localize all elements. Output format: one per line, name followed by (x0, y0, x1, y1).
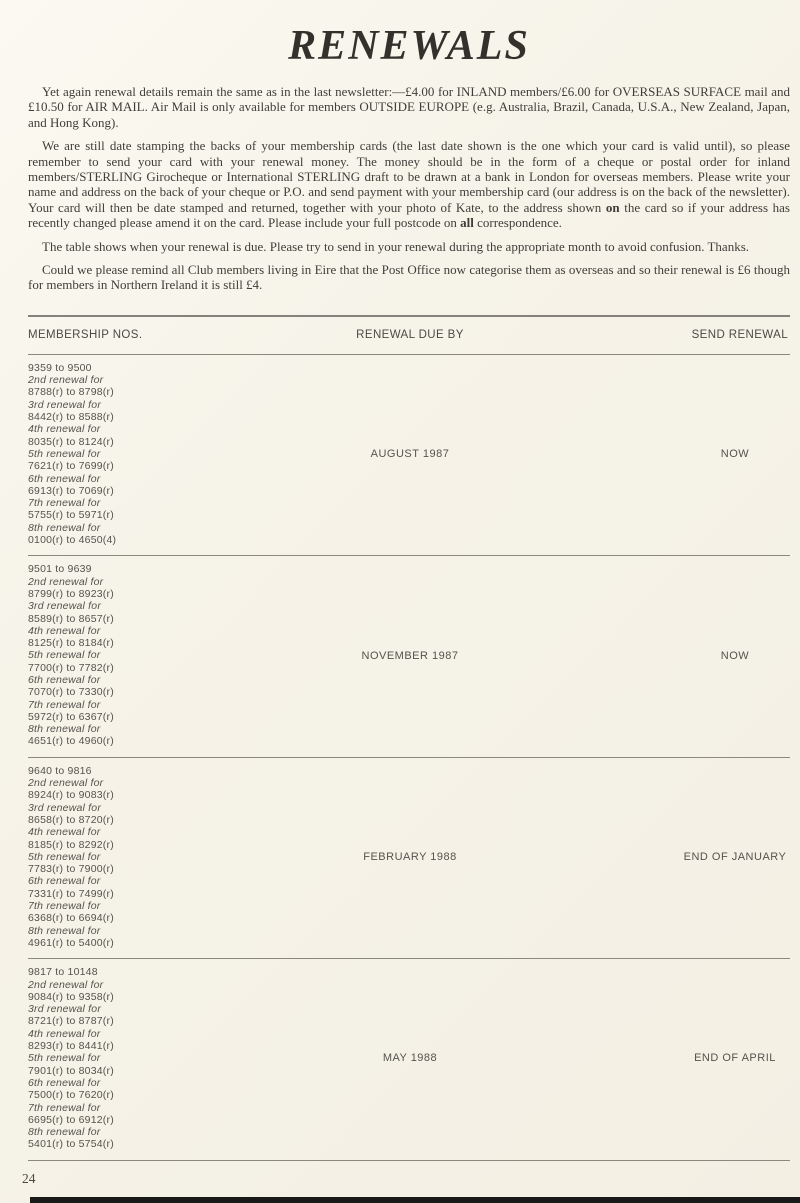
membership-line: 7th renewal for (28, 1101, 101, 1114)
membership-line: 8799(r) to 8923(r) (28, 587, 114, 600)
membership-line: 8924(r) to 9083(r) (28, 789, 114, 802)
membership-line: 8721(r) to 8787(r) (28, 1015, 114, 1028)
membership-lines (28, 765, 268, 949)
membership-line: 8658(r) to 8720(r) (28, 813, 114, 826)
membership-line: 6th renewal for (28, 674, 101, 686)
renewal-due-cell: MAY 1988 (382, 1052, 438, 1065)
membership-line: 7th renewal for (28, 698, 101, 711)
paragraph-renewal-rates (28, 84, 790, 130)
paragraph-date-stamping (28, 138, 790, 230)
membership-line: 6368(r) to 6694(r) (28, 912, 114, 925)
membership-line: 4th renewal for (28, 826, 101, 839)
membership-line: 8th renewal for (28, 723, 101, 736)
membership-line: 8th renewal for (28, 1126, 101, 1139)
page-title: RENEWALS (288, 23, 530, 69)
renewals-table (28, 315, 790, 1161)
renewal-due-cell: FEBRUARY 1988 (363, 851, 457, 863)
membership-line: 8442(r) to 8588(r) (28, 411, 114, 424)
membership-lines (28, 563, 268, 747)
membership-line: 7th renewal for (28, 900, 101, 913)
membership-line: 4961(r) to 5400(r) (28, 936, 114, 949)
table-header-row (28, 317, 790, 355)
table-row (28, 355, 790, 556)
paragraph-text: correspondence. (473, 215, 562, 231)
membership-line: 8293(r) to 8441(r) (28, 1040, 114, 1053)
membership-line: 9359 to 9500 (28, 361, 92, 374)
membership-line: 6th renewal for (28, 1076, 101, 1089)
membership-line: 7901(r) to 8034(r) (28, 1064, 114, 1077)
send-renewal-cell: NOW (720, 649, 750, 662)
membership-lines (28, 966, 268, 1150)
membership-line: 2nd renewal for (28, 575, 104, 588)
membership-line: 9084(r) to 9358(r) (28, 990, 114, 1003)
membership-line: 4th renewal for (28, 624, 101, 637)
paragraph-text: Yet again renewal details remain the same as in the last newsletter:—£4.00 for INLAND members/£6.00 for OVERSEAS SURFACE mail and £10.50 for AIR MAIL. Air Mail is only available for members OUTSIDE EUROPE (e.g. Australia, Brazil, Canada, U.S.A., New Zealand, Japan, and Hong Kong). (28, 84, 790, 130)
membership-line: 7783(r) to 7900(r) (28, 863, 114, 876)
membership-line: 8589(r) to 8657(r) (28, 612, 114, 625)
membership-line: 7700(r) to 7782(r) (28, 661, 114, 674)
membership-line: 5th renewal for (28, 649, 101, 662)
membership-line: 6913(r) to 7069(r) (28, 484, 114, 497)
scan-artifact-bar (30, 1197, 800, 1203)
membership-line: 8th renewal for (28, 521, 101, 534)
table-row (28, 758, 790, 959)
membership-line: 5th renewal for (28, 850, 101, 863)
paragraph-text: We are still date stamping the backs of your membership cards (the last date shown is the one which your card is valid until), so please remember to send your card with your renewal money. The money should be in the form of a cheque or postal order for inland members/STERLING Girocheque or International STERLING draft to be drawn at a bank in London for overseas members. Please write your name and address on the back of your cheque or P.O. and send payment with your membership card (our address is on the back of the newsletter). Your card will then be date stamped and returned, together with your photo of Kate, to the address shown (28, 138, 790, 215)
membership-lines (28, 362, 268, 546)
membership-line: 9501 to 9639 (28, 563, 92, 576)
membership-line: 2nd renewal for (28, 777, 104, 790)
membership-line: 2nd renewal for (28, 374, 104, 387)
paragraph-text: The table shows when your renewal is due. Please try to send in your renewal during the appropriate month to avoid confusion. Thanks. (42, 238, 750, 254)
column-header-membership-nos: MEMBERSHIP NOS. (28, 328, 143, 341)
membership-line: 7331(r) to 7499(r) (28, 887, 114, 900)
paragraph-text: Could we please remind all Club members living in Eire that the Post Office now categorise them as overseas and so their renewal is £6 though for members in Northern Ireland it is still £4. (28, 262, 790, 293)
membership-line: 7621(r) to 7699(r) (28, 460, 114, 473)
membership-line: 5972(r) to 6367(r) (28, 710, 114, 723)
send-renewal-cell: END OF APRIL (694, 1052, 776, 1065)
membership-line: 4th renewal for (28, 1027, 101, 1040)
membership-line: 3rd renewal for (28, 600, 102, 613)
membership-line: 5th renewal for (28, 447, 101, 460)
membership-line: 0100(r) to 4650(4) (28, 534, 117, 547)
column-header-renewal-due-by: RENEWAL DUE BY (356, 328, 464, 341)
send-renewal-cell: NOW (720, 448, 750, 461)
table-row (28, 959, 790, 1160)
membership-line: 8035(r) to 8124(r) (28, 435, 114, 448)
page-number: 24 (22, 1170, 36, 1186)
send-renewal-cell: END OF JANUARY (683, 851, 787, 863)
membership-line: 4651(r) to 4960(r) (28, 735, 114, 748)
membership-line: 4th renewal for (28, 423, 101, 436)
membership-line: 8th renewal for (28, 924, 101, 937)
bold-word-on: on (605, 199, 620, 215)
paragraph-eire-note (28, 262, 790, 293)
membership-line: 3rd renewal for (28, 398, 102, 411)
membership-line: 6th renewal for (28, 472, 101, 485)
bold-word-all: all (460, 215, 474, 231)
membership-line: 6695(r) to 6912(r) (28, 1113, 114, 1126)
membership-line: 9640 to 9816 (28, 764, 92, 777)
membership-line: 7500(r) to 7620(r) (28, 1089, 114, 1102)
membership-line: 8125(r) to 8184(r) (28, 637, 114, 650)
paragraph-text: the card so if your address has recently changed please amend it on the card. Please include your full postcode on (28, 199, 790, 231)
membership-line: 5755(r) to 5971(r) (28, 509, 114, 522)
membership-line: 2nd renewal for (28, 978, 104, 991)
membership-line: 7070(r) to 7330(r) (28, 686, 114, 699)
membership-line: 8185(r) to 8292(r) (28, 838, 114, 851)
renewal-due-cell: AUGUST 1987 (370, 448, 450, 461)
renewal-due-cell: NOVEMBER 1987 (361, 649, 459, 662)
membership-line: 5401(r) to 5754(r) (28, 1138, 114, 1151)
paragraph-table-note (28, 239, 790, 254)
membership-line: 9817 to 10148 (28, 966, 98, 979)
membership-line: 7th renewal for (28, 497, 101, 510)
table-row (28, 556, 790, 757)
membership-line: 3rd renewal for (28, 1003, 102, 1016)
membership-line: 3rd renewal for (28, 801, 102, 814)
table-body (28, 355, 790, 1161)
membership-line: 8788(r) to 8798(r) (28, 386, 114, 399)
membership-line: 6th renewal for (28, 875, 101, 888)
column-header-send-renewal: SEND RENEWAL (691, 328, 788, 341)
membership-line: 5th renewal for (28, 1052, 101, 1065)
